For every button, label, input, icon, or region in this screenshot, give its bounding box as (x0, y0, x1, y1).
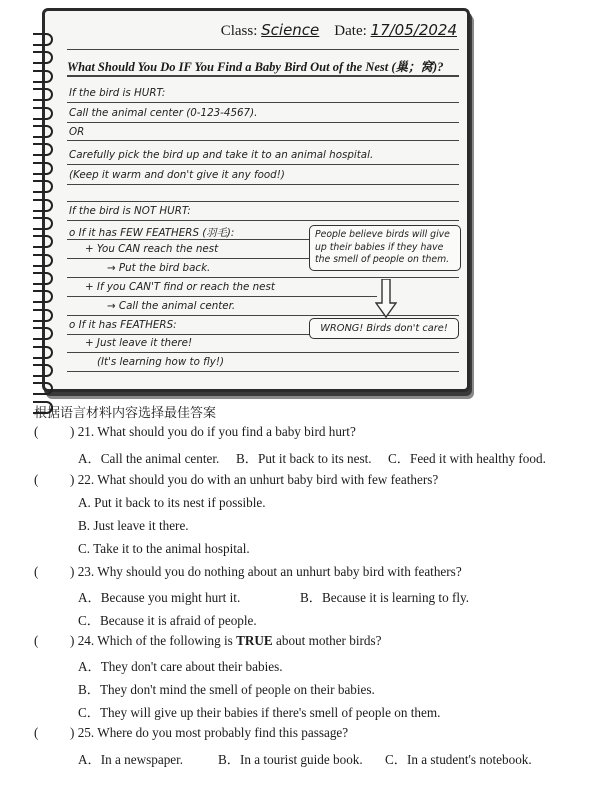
question-22: ( ) 22. What should you do with an unhurt baby bird with few feathers? (34, 472, 439, 487)
note-line: → Put the bird back. (107, 262, 211, 274)
note-line: o If it has FEW FEATHERS (羽毛): (69, 227, 235, 239)
option-c: C．Feed it with healthy food. (388, 451, 546, 466)
class-label: Class: (220, 23, 258, 39)
notebook-image (42, 8, 470, 392)
note-line: If the bird is HURT: (69, 87, 166, 99)
note-line: (Keep it warm and don't give it any food!) (69, 169, 285, 181)
question-24: ( ) 24. Which of the following is TRUE about mother birds? (34, 633, 382, 648)
question-25: ( ) 25. Where do you most probably find this passage? (34, 725, 349, 740)
option-a: A. Put it back to its nest if possible. (78, 495, 266, 510)
note-line: If the bird is NOT HURT: (69, 205, 191, 217)
note-line: Carefully pick the bird up and take it to an animal hospital. (69, 149, 374, 161)
spiral-binding (33, 33, 59, 419)
option-a: A．They don't care about their babies. (78, 659, 283, 674)
question-23: ( ) 23. Why should you do nothing about an unhurt baby bird with feathers? (34, 564, 462, 579)
question-text: 23. Why should you do nothing about an unhurt baby bird with feathers? (77, 564, 462, 579)
note-line: o If it has FEATHERS: (69, 319, 177, 331)
question-text: 25. Where do you most probably find this passage? (77, 725, 349, 740)
option-a: A．In a newspaper. (78, 752, 184, 767)
question-text: 21. What should you do if you find a baby bird hurt? (77, 424, 356, 439)
date-value: 17/05/2024 (370, 21, 457, 39)
class-value: Science (261, 21, 320, 39)
question-text: 22. What should you do with an unhurt baby bird with few feathers? (77, 472, 439, 487)
option-b: B．They don't mind the smell of people on their babies. (78, 682, 375, 697)
option-b: B．Put it back to its nest. (236, 451, 372, 466)
note-line: (It's learning how to fly!) (97, 356, 225, 368)
option-c: C．In a student's notebook. (385, 752, 532, 767)
note-line: + You CAN reach the nest (85, 243, 219, 255)
note-line: OR (69, 126, 85, 138)
question-21: ( ) 21. What should you do if you find a baby bird hurt? (34, 424, 356, 439)
arrow-down-icon (375, 279, 397, 319)
option-b: B. Just leave it there. (78, 518, 189, 533)
note-line: Call the animal center (0-123-4567). (69, 107, 258, 119)
option-a: A．Because you might hurt it. (78, 590, 241, 605)
option-c: C．Because it is afraid of people. (78, 613, 257, 628)
option-c: C．They will give up their babies if there's smell of people on them. (78, 705, 441, 720)
class-date-header (221, 21, 457, 40)
belief-note-box: People believe birds will give up their babies if they have the smell of people on them. (309, 225, 461, 271)
option-b: B．In a tourist guide book. (218, 752, 363, 767)
note-line: → Call the animal center. (107, 300, 236, 312)
option-b: B．Because it is learning to fly. (300, 590, 470, 605)
wrong-note-box: WRONG! Birds don't care! (309, 318, 459, 339)
question-text: 24. Which of the following is TRUE about mother birds? (77, 633, 382, 648)
note-line: + Just leave it there! (85, 337, 193, 349)
notebook-title: What Should You Do IF You Find a Baby Bird Out of the Nest (巢；窝)? (67, 60, 444, 74)
instructions: 根据语言材料内容选择最佳答案 (34, 405, 217, 420)
option-a: A．Call the animal center. (78, 451, 220, 466)
note-line: + If you CAN'T find or reach the nest (85, 281, 275, 293)
option-c: C. Take it to the animal hospital. (78, 541, 250, 556)
date-label: Date: (334, 23, 367, 39)
